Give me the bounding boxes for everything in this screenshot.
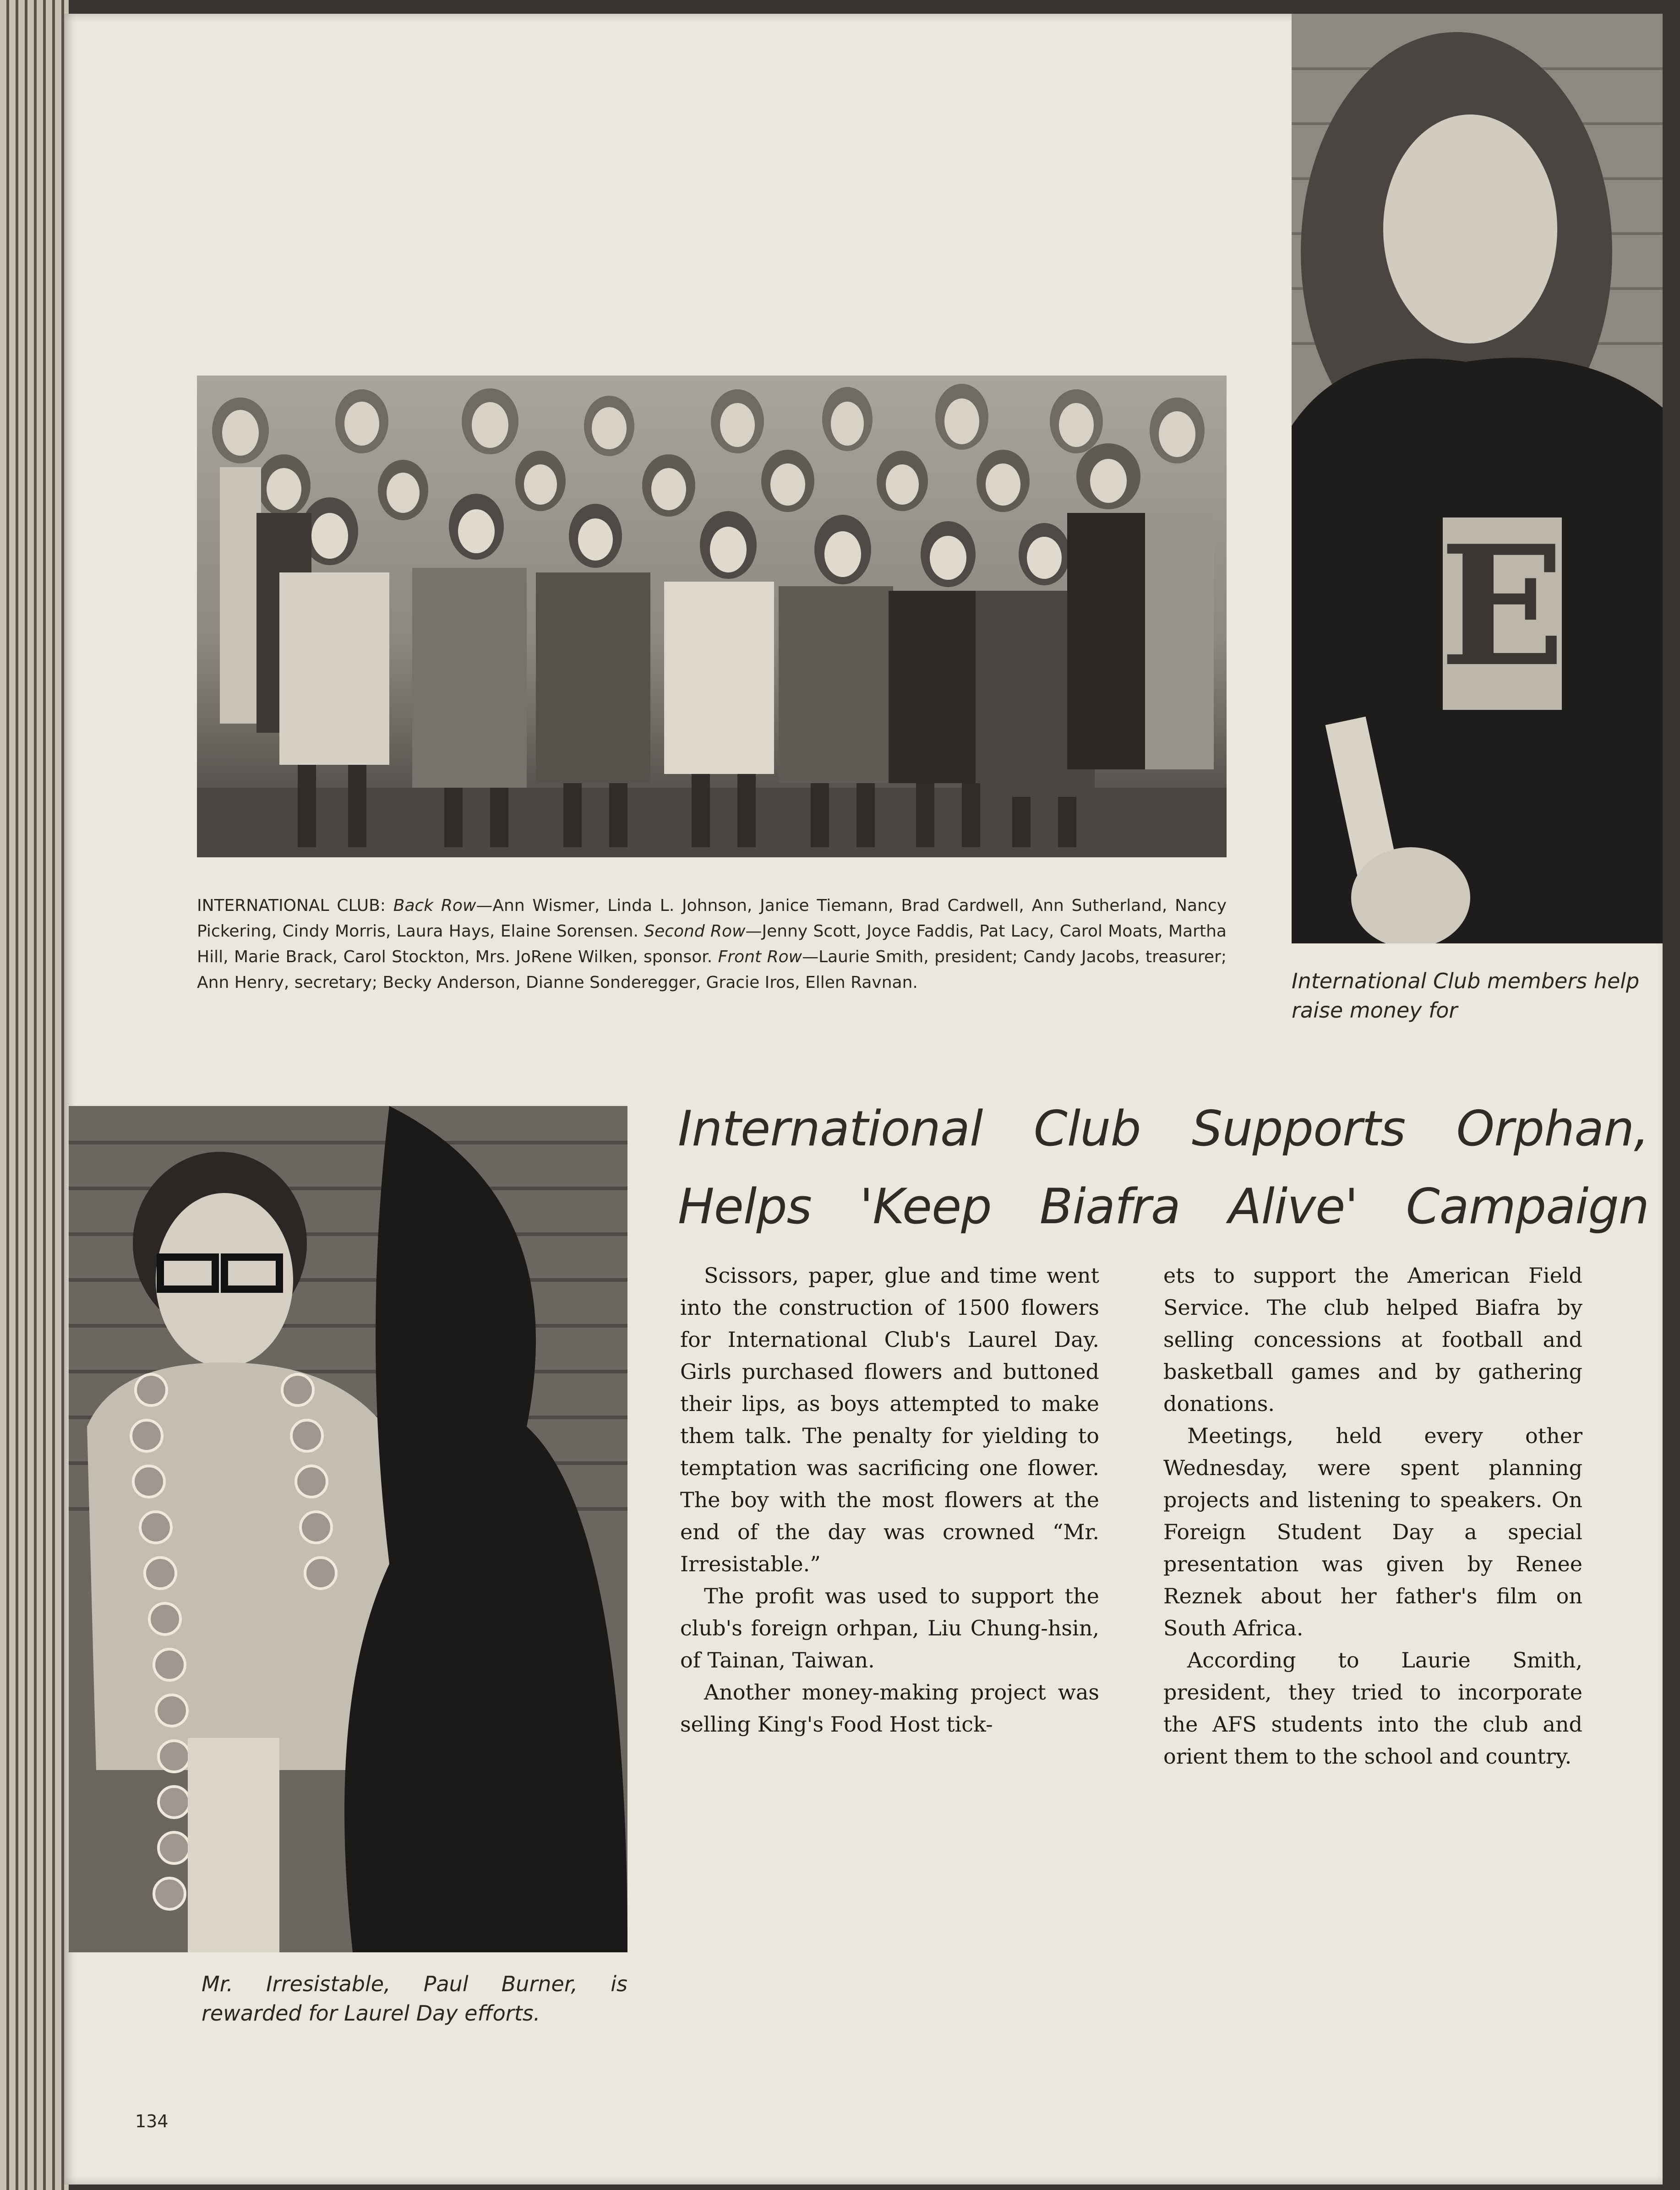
girl-photo-caption: International Club members help raise money for bbox=[1292, 969, 1640, 1023]
sweater-letter: E bbox=[1439, 509, 1565, 703]
headline-line-1: International Club Supports Orphan, bbox=[678, 1100, 1649, 1157]
book-page-edges bbox=[0, 0, 69, 2190]
girl-photo bbox=[1292, 14, 1663, 943]
group-photo bbox=[197, 376, 1227, 857]
article-paragraph: Another money-making project was selling King's Food Host tick- bbox=[680, 1680, 1099, 1737]
article-column-right bbox=[1163, 1259, 1582, 1772]
article-column-left bbox=[680, 1259, 1099, 1740]
caption-club-label: INTERNATIONAL CLUB: bbox=[197, 896, 386, 915]
article-paragraph: ets to support the American Field Service. The club helped Biafra by selling concessions at football and basketball games and by gathering donations. bbox=[1163, 1263, 1582, 1416]
group-photo-image bbox=[197, 376, 1227, 857]
headline-line-2: Helps 'Keep Biafra Alive' Campaign bbox=[678, 1178, 1649, 1235]
article-paragraph: Scissors, paper, glue and time went into the construction of 1500 flowers for International Club's Laurel Day. Girls purchased flowers and buttoned their lips, as boys attempted to make them talk. The penalty for yielding to temptation was sacrificing one flower. The boy with the most flowers at the end of the day was crowned “Mr. Irresistable.” bbox=[680, 1263, 1099, 1576]
caption-back-row-label: Back Row bbox=[393, 896, 476, 915]
page-number: 134 bbox=[135, 2111, 169, 2131]
article-paragraph: According to Laurie Smith, president, they tried to incorporate the AFS students into the club and orient them to the school and country. bbox=[1163, 1648, 1582, 1769]
girl-photo-image bbox=[1292, 14, 1663, 943]
caption-front-row-names: —Laurie Smith, president; Candy Jacobs, treasurer; Ann Henry, secretary; Becky Anderson, Dianne Sonderegger, Gracie Iros, Ellen Ravnan. bbox=[197, 948, 1227, 992]
boy-photo-image bbox=[69, 1106, 627, 1952]
article-paragraph: The profit was used to support the club's foreign orhpan, Liu Chung-hsin, of Tainan, Taiwan. bbox=[680, 1584, 1099, 1672]
caption-front-row-label: Front Row bbox=[718, 948, 802, 966]
caption-second-row-label: Second Row bbox=[644, 922, 746, 941]
article-paragraph: Meetings, held every other Wednesday, were spent planning projects and listening to speakers. On Foreign Student Day a special presentation was given by Renee Reznek about her father's film on South Africa. bbox=[1163, 1423, 1582, 1640]
boy-photo-caption: Mr. Irresistable, Paul Burner, is rewarded for Laurel Day efforts. bbox=[202, 1972, 627, 2026]
caption-back-row-names: —Ann Wismer, Linda L. Johnson, Janice Tiemann, Brad Cardwell, Ann Sutherland, Nancy Pickering, Cindy Morris, Laura Hays, Elaine Sorensen. bbox=[197, 896, 1227, 941]
group-photo-caption bbox=[197, 893, 1227, 996]
article-headline bbox=[678, 1090, 1649, 1246]
boy-photo bbox=[69, 1106, 627, 1952]
caption-second-row-names: —Jenny Scott, Joyce Faddis, Pat Lacy, Carol Moats, Martha Hill, Marie Brack, Carol Stockton, Mrs. JoRene Wilken, sponsor. bbox=[197, 922, 1227, 966]
yearbook-page bbox=[64, 14, 1663, 2185]
